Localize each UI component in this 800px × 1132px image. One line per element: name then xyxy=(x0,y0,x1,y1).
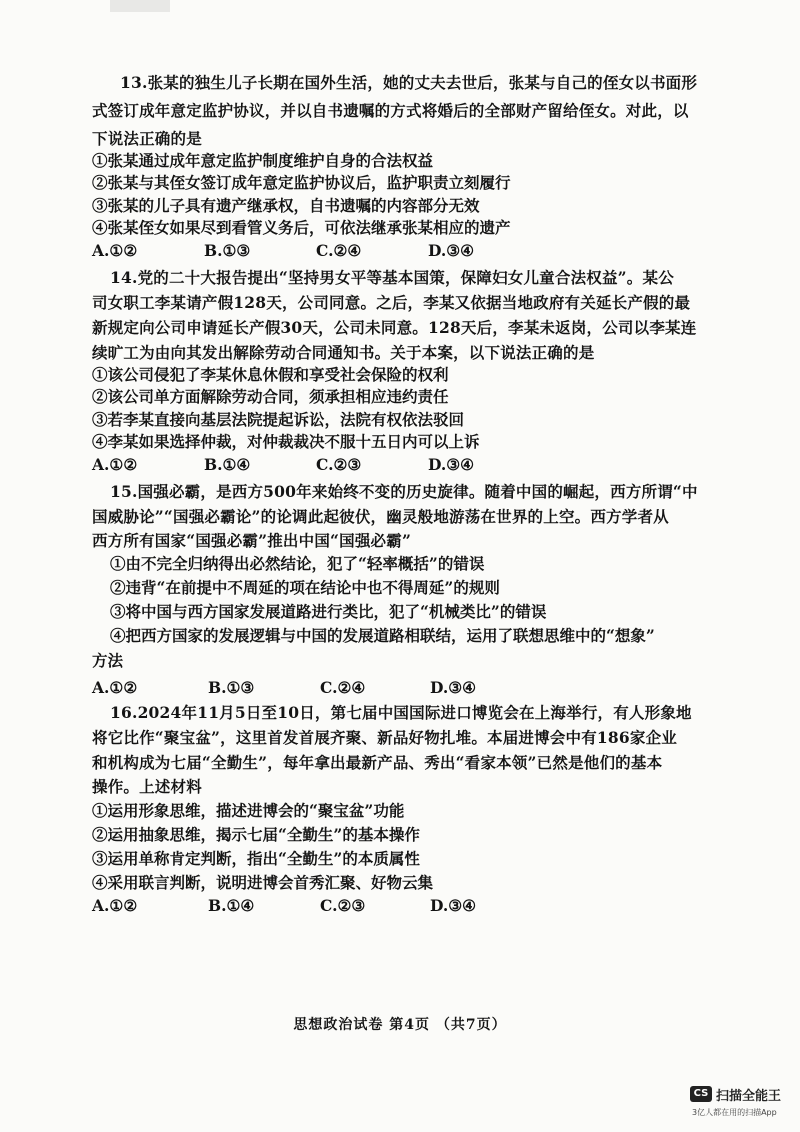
scanner-watermark xyxy=(690,1086,794,1126)
answer-choice-d: D.③④ xyxy=(430,896,477,915)
statement-option: ③运用单称肯定判断，指出“全勤生”的本质属性 xyxy=(92,849,420,868)
statement-option-continuation: 方法 xyxy=(92,651,124,670)
answer-choice-d: D.③④ xyxy=(428,241,475,260)
answer-choice-d: D.③④ xyxy=(428,455,475,474)
question-text-line: 司女职工李某请产假128天，公司同意。之后，李某又依据当地政府有关延长产假的最 xyxy=(92,293,691,312)
statement-option: ③若李某直接向基层法院提起诉讼，法院有权依法驳回 xyxy=(92,410,465,429)
statement-option: ①由不完全归纳得出必然结论，犯了“轻率概括”的错误 xyxy=(110,554,485,573)
question-text-line: 将它比作“聚宝盆”，这里首发首展齐聚、新品好物扎堆。本届进博会中有186家企业 xyxy=(92,728,677,747)
statement-option: ④李某如果选择仲裁，对仲裁裁决不服十五日内可以上诉 xyxy=(92,432,480,451)
answer-choice-c: C.②④ xyxy=(316,241,362,260)
camscanner-logo-icon: CS xyxy=(690,1086,712,1102)
question-text-line: 15.国强必霸，是西方500年来始终不变的历史旋律。随着中国的崛起，西方所谓“中 xyxy=(110,482,698,501)
answer-choice-a: A.①② xyxy=(92,455,138,474)
answer-choice-a: A.①② xyxy=(92,241,138,260)
statement-option: ②运用抽象思维，揭示七届“全勤生”的基本操作 xyxy=(92,825,420,844)
question-text-line: 续旷工为由向其发出解除劳动合同通知书。关于本案，以下说法正确的是 xyxy=(92,343,595,362)
answer-choice-a: A.①② xyxy=(92,896,138,915)
question-text-line: 16.2024年11月5日至10日，第七届中国国际进口博览会在上海举行，有人形象地 xyxy=(110,703,692,722)
question-text-line: 下说法正确的是 xyxy=(92,129,202,148)
statement-option: ①该公司侵犯了李某休息休假和享受社会保险的权利 xyxy=(92,365,449,384)
answer-choice-b: B.①③ xyxy=(204,241,251,260)
answer-choice-d: D.③④ xyxy=(430,678,477,697)
statement-option: ②张某与其侄女签订成年意定监护协议后，监护职责立刻履行 xyxy=(92,173,511,192)
statement-option: ④张某侄女如果尽到看管义务后，可依法继承张某相应的遗产 xyxy=(92,218,511,237)
answer-choice-c: C.②③ xyxy=(320,896,366,915)
question-text-line: 西方所有国家“国强必霸”推出中国“国强必霸” xyxy=(92,531,412,550)
question-text-line: 国威胁论”“国强必霸论”的论调此起彼伏，幽灵般地游荡在世界的上空。西方学者从 xyxy=(92,507,669,526)
statement-option: ①运用形象思维，描述进博会的“聚宝盆”功能 xyxy=(92,801,405,820)
question-text-line: 和机构成为七届“全勤生”，每年拿出最新产品、秀出“看家本领”已然是他们的基本 xyxy=(92,753,663,772)
answer-choice-b: B.①④ xyxy=(204,455,251,474)
page-footer: 思想政治试卷 第4页 （共7页） xyxy=(293,1017,507,1033)
statement-option: ②该公司单方面解除劳动合同，须承担相应违约责任 xyxy=(92,387,449,406)
watermark-tagline: 3亿人都在用的扫描App xyxy=(692,1108,777,1117)
answer-choice-b: B.①④ xyxy=(208,896,255,915)
question-text-line: 14.党的二十大报告提出“坚持男女平等基本国策，保障妇女儿童合法权益”。某公 xyxy=(110,268,674,287)
watermark-app-name: 扫描全能王 xyxy=(716,1089,782,1104)
answer-choice-a: A.①② xyxy=(92,678,138,697)
question-text-line: 13.张某的独生儿子长期在国外生活，她的丈夫去世后，张某与自己的侄女以书面形 xyxy=(120,73,698,92)
statement-option: ③张某的儿子具有遗产继承权，自书遗嘱的内容部分无效 xyxy=(92,196,480,215)
answer-choice-c: C.②③ xyxy=(316,455,362,474)
question-text-line: 式签订成年意定监护协议，并以自书遗嘱的方式将婚后的全部财产留给侄女。对此，以 xyxy=(92,101,689,120)
answer-choice-c: C.②④ xyxy=(320,678,366,697)
scan-artifact xyxy=(110,0,170,12)
statement-option: ④采用联言判断，说明进博会首秀汇聚、好物云集 xyxy=(92,873,434,892)
question-text-line: 新规定向公司申请延长产假30天，公司未同意。128天后，李某未返岗，公司以李某连 xyxy=(92,318,697,337)
statement-option: ①张某通过成年意定监护制度维护自身的合法权益 xyxy=(92,151,434,170)
statement-option: ④把西方国家的发展逻辑与中国的发展道路相联结，运用了联想思维中的“想象” xyxy=(110,626,655,645)
statement-option: ③将中国与西方国家发展道路进行类比，犯了“机械类比”的错误 xyxy=(110,602,547,621)
question-text-line: 操作。上述材料 xyxy=(92,777,202,796)
statement-option: ②违背“在前提中不周延的项在结论中也不得周延”的规则 xyxy=(110,578,500,597)
answer-choice-b: B.①③ xyxy=(208,678,255,697)
